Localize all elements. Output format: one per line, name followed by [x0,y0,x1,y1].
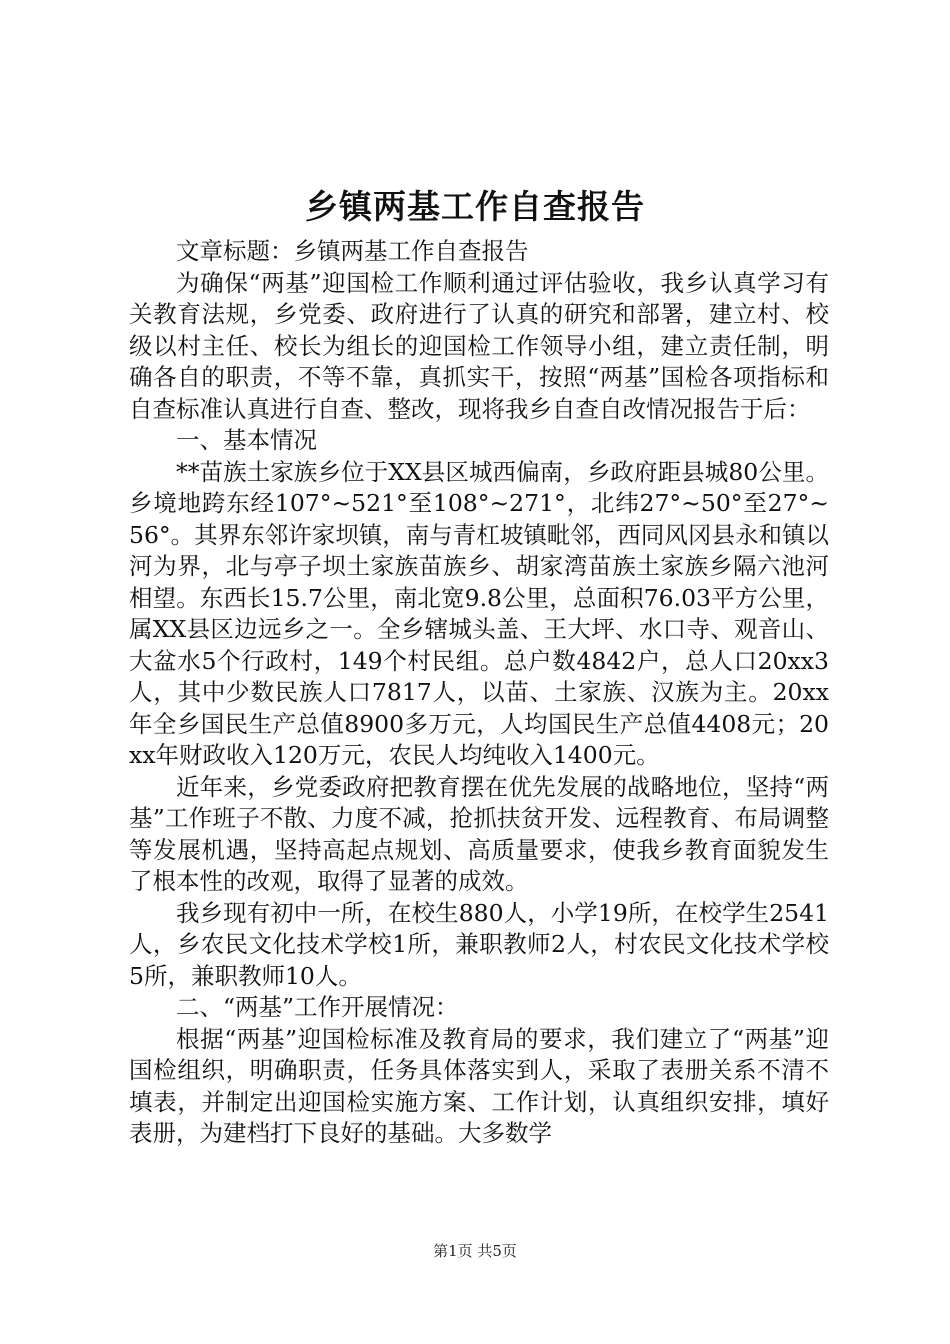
intro-paragraph: 为确保“两基”迎国检工作顺利通过评估验收，我乡认真学习有关教育法规，乡党委、政府进行了认真的研究和部署，建立村、校级以村主任、校长为组长的迎国检工作领导小组，建立责任制，明确各自的职责，不等不靠，真抓实干，按照“两基”国检各项指标和自查标准认真进行自查、整改，现将我乡自查自改情况报告于后： [129,268,829,423]
schools-paragraph: 我乡现有初中一所，在校生880人，小学19所，在校学生2541人，乡农民文化技术学校1所，兼职教师2人，村农民文化技术学校5所，兼职教师10人。 [129,898,829,990]
document-title: 乡镇两基工作自查报告 [305,187,645,226]
page-footer: 第1页 共5页 [433,1242,517,1260]
document-body [129,236,829,1150]
work-paragraph: 根据“两基”迎国检标准及教育局的要求，我们建立了“两基”迎国检组织，明确职责，任务具体落实到人，采取了表册关系不清不填表，并制定出迎国检实施方案、工作计划，认真组织安排，填好表册，为建档打下良好的基础。大多数学 [129,1024,829,1147]
recent-years-paragraph: 近年来，乡党委政府把教育摆在优先发展的战略地位，坚持“两基”工作班子不散、力度不减，抢抓扶贫开发、远程教育、布局调整等发展机遇，坚持高起点规划、高质量要求，使我乡教育面貌发生了根本性的改观，取得了显著的成效。 [129,772,829,895]
article-title-line: 文章标题：乡镇两基工作自查报告 [176,237,529,265]
section-heading-basic: 一、基本情况 [176,426,317,454]
section-heading-work: 二、“两基”工作开展情况： [176,993,459,1021]
basic-info-paragraph: **苗族土家族乡位于XX县区城西偏南，乡政府距县城80公里。乡境地跨东经107°~521°至108°~271°，北纬27°~50°至27°~56°。其界东邻许家坝镇，南与青杠坡镇毗邻，西同风冈县永和镇以河为界，北与亭子坝土家族苗族乡、胡家湾苗族土家族乡隔六池河相望。东西长15.7公里，南北宽9.8公里，总面积76.03平方公里，属XX县区边远乡之一。全乡辖城头盖、王大坪、水口寺、观音山、大盆水5个行政村，149个村民组。总户数4842户，总人口20xx3人，其中少数民族人口7817人，以苗、土家族、汉族为主。20xx年全乡国民生产总值8900多万元，人均国民生产总值4408元；20xx年财政收入120万元，农民人均纯收入1400元。 [129,457,829,769]
